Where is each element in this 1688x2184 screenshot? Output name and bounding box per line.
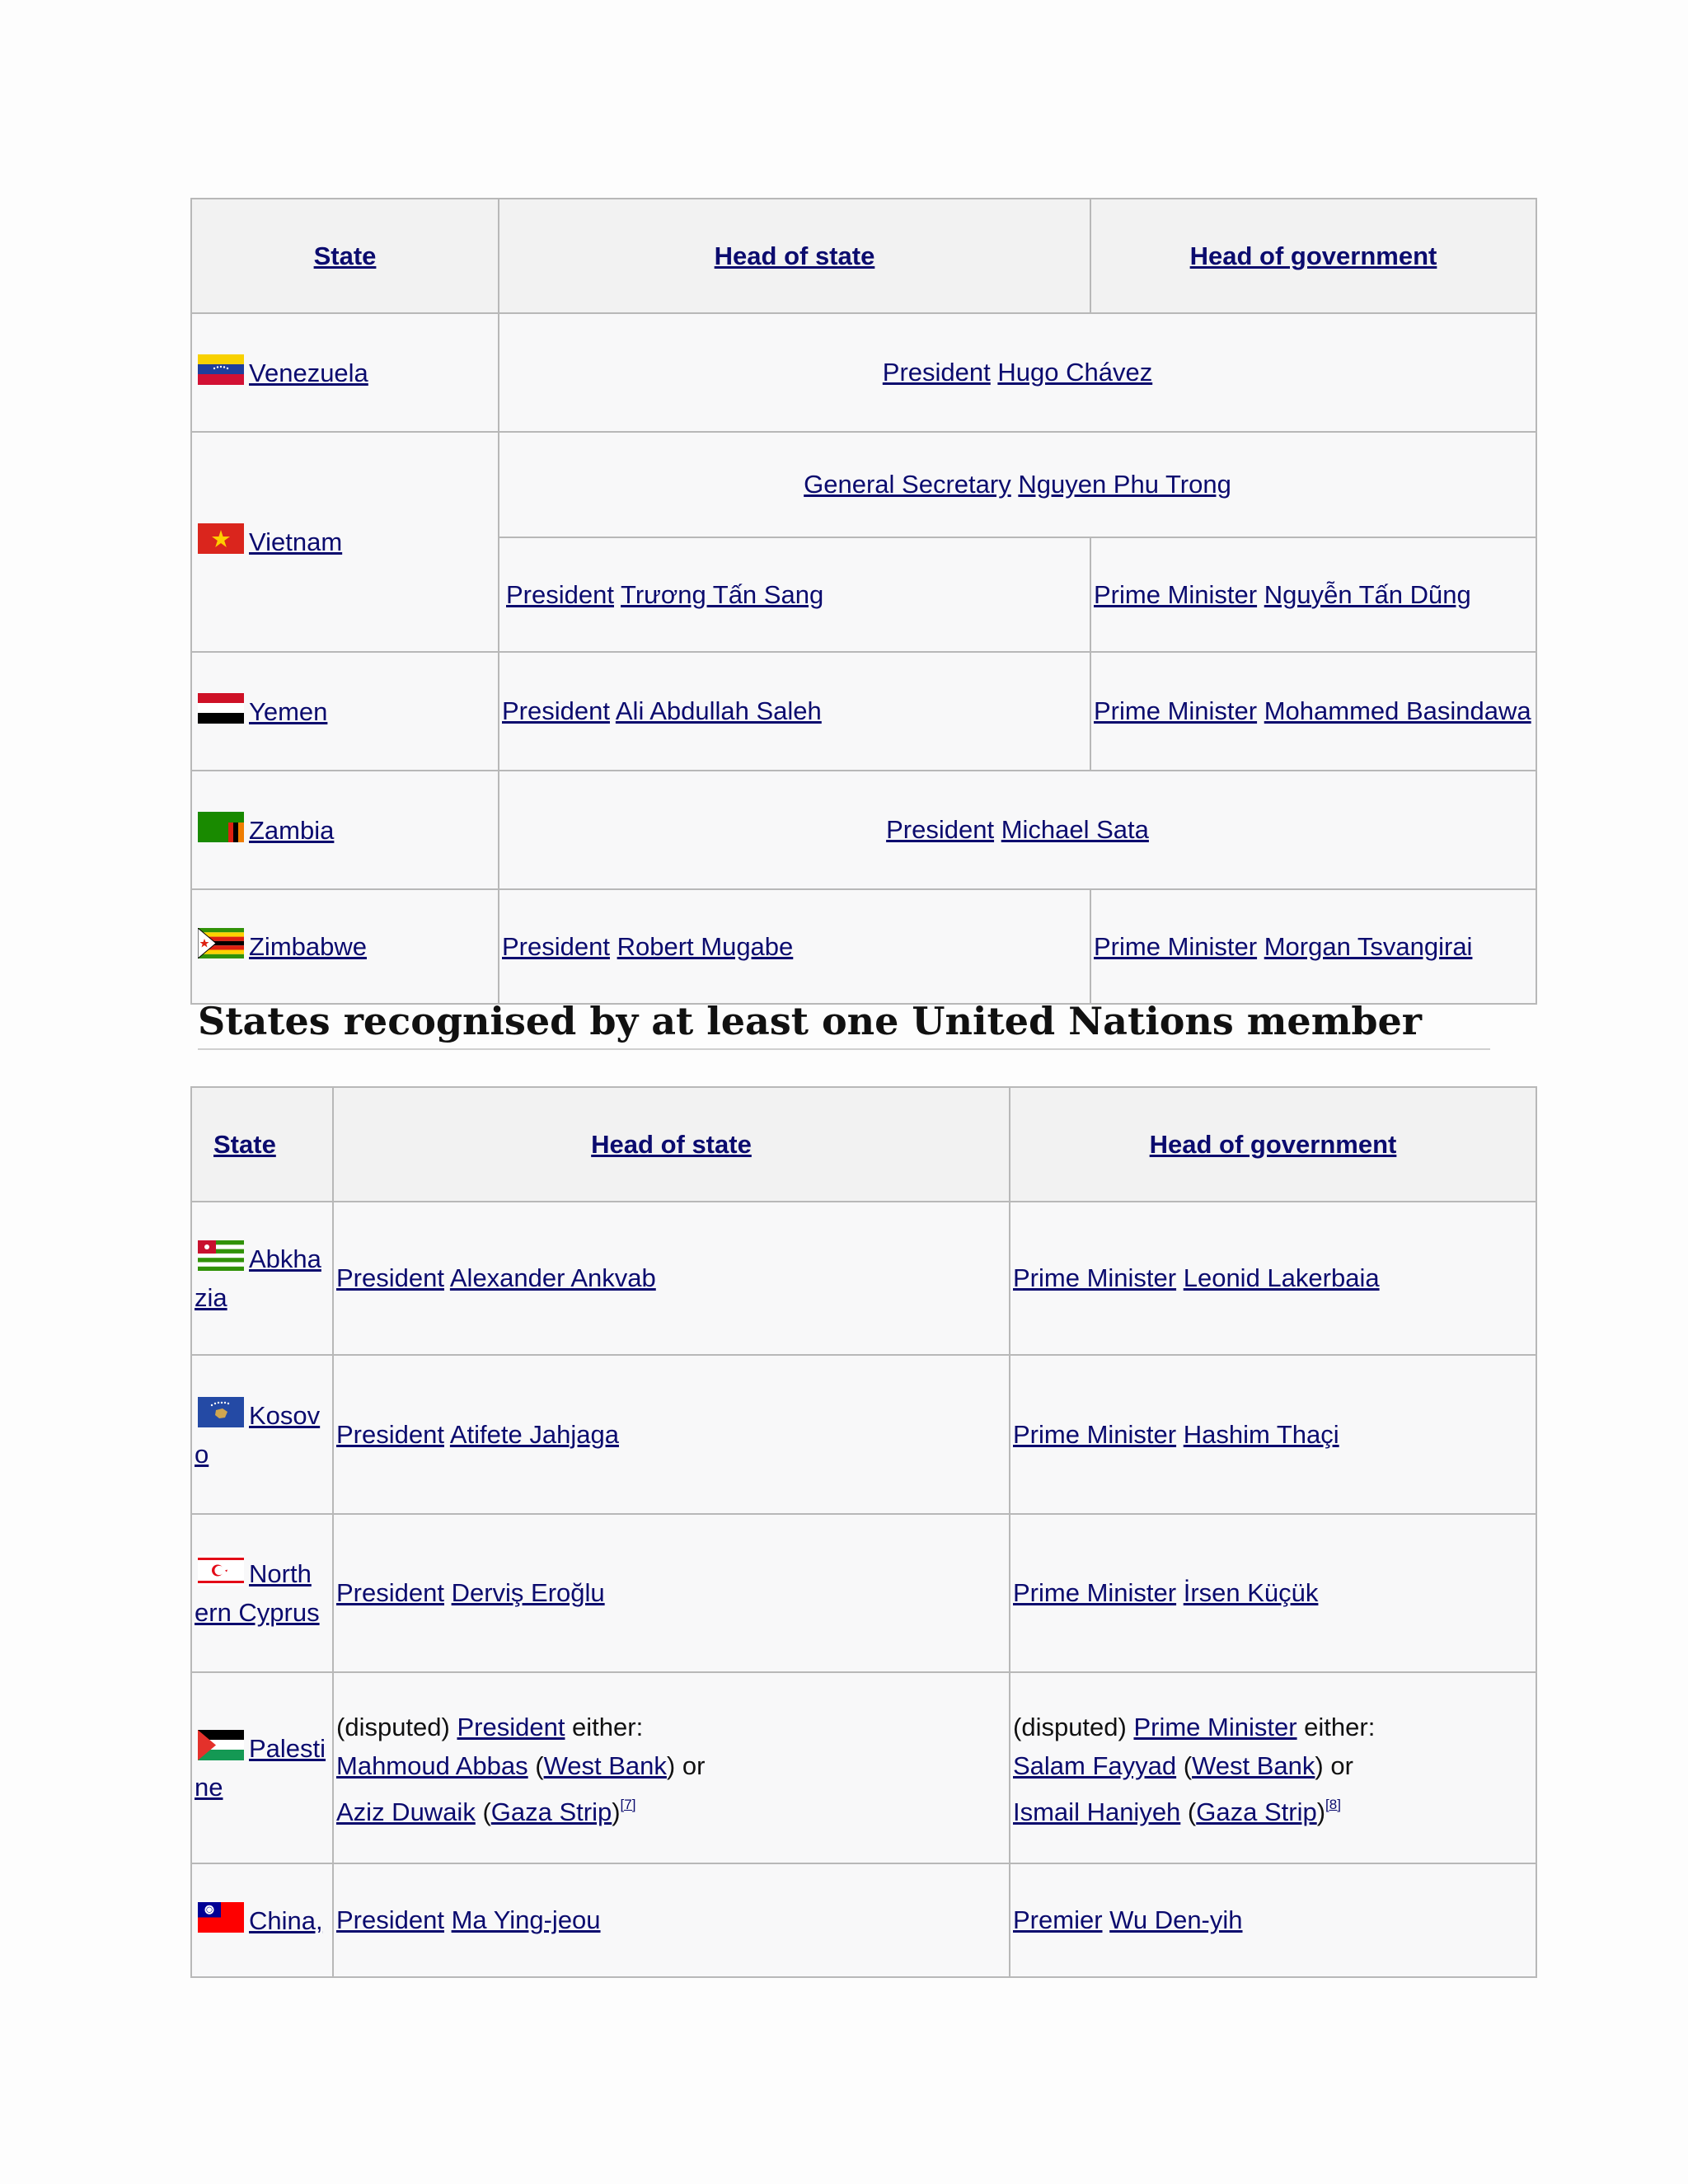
vietnam-flag-icon	[198, 523, 244, 554]
head-of-government-column-header	[1090, 199, 1536, 313]
disputed-prefix: (disputed)	[336, 1713, 457, 1741]
head-of-state-header-link[interactable]: Head of state	[714, 241, 875, 270]
table-header-row	[191, 1087, 1536, 1202]
table-row	[191, 652, 1536, 771]
disputed-prefix: (disputed)	[1013, 1713, 1134, 1741]
head-of-state-cell	[499, 889, 1090, 1004]
person-link[interactable]: Hashim Thaçi	[1183, 1419, 1339, 1449]
zambia-flag-icon	[198, 812, 244, 842]
title-link[interactable]: Prime Minister	[1013, 1419, 1177, 1449]
state-cell	[191, 1863, 333, 1977]
state-link-venezuela[interactable]: Venezuela	[249, 358, 368, 387]
title-link[interactable]: Prime Minister	[1094, 579, 1258, 609]
or-text: or	[1330, 1751, 1353, 1780]
state-cell	[191, 1355, 333, 1514]
person-link[interactable]: İrsen Küçük	[1183, 1578, 1319, 1607]
head-of-government-cell	[1090, 889, 1536, 1004]
head-of-state-and-government-cell	[499, 313, 1536, 432]
person-link[interactable]: Atifete Jahjaga	[449, 1419, 619, 1449]
title-link[interactable]: Prime Minister	[1133, 1713, 1297, 1741]
head-of-state-header-link[interactable]: Head of state	[591, 1129, 752, 1159]
place-link[interactable]: West Bank	[1192, 1751, 1315, 1780]
title-link[interactable]: President	[336, 1419, 444, 1449]
northern-cyprus-flag-icon	[198, 1555, 244, 1586]
head-of-state-and-government-cell	[499, 771, 1536, 889]
state-column-header	[191, 1087, 333, 1202]
head-of-government-cell	[1010, 1202, 1536, 1355]
person-link[interactable]: Nguyễn Tấn Dũng	[1264, 579, 1471, 609]
abkhazia-flag-icon	[198, 1240, 244, 1271]
title-link[interactable]: Prime Minister	[1094, 696, 1258, 725]
title-link[interactable]: General Secretary	[804, 470, 1011, 499]
state-link-zimbabwe[interactable]: Zimbabwe	[249, 932, 367, 961]
table-row	[191, 1863, 1536, 1977]
title-link[interactable]: President	[457, 1713, 565, 1741]
head-of-state-cell	[333, 1863, 1010, 1977]
either-suffix: either:	[565, 1713, 644, 1741]
table-row	[191, 889, 1536, 1004]
person-link[interactable]: Mahmoud Abbas	[336, 1751, 528, 1780]
state-cell	[191, 889, 499, 1004]
title-link[interactable]: Prime Minister	[1013, 1578, 1177, 1607]
state-header-link[interactable]: State	[213, 1129, 276, 1159]
head-of-government-cell	[1090, 537, 1536, 652]
state-cell	[191, 771, 499, 889]
title-link[interactable]: President	[336, 1578, 444, 1607]
state-name-part: Palesti	[249, 1734, 326, 1763]
general-secretary-cell	[499, 432, 1536, 537]
head-of-government-header-link[interactable]: Head of government	[1189, 241, 1437, 270]
title-link[interactable]: President	[336, 1905, 444, 1934]
person-link[interactable]: Ismail Haniyeh	[1013, 1797, 1181, 1826]
head-of-government-cell: (disputed) Prime Minister either: Salam Fayyad (West Bank) or Ismail Haniyeh (Gaza Strip)[8]	[1010, 1672, 1536, 1863]
partially-recognised-states-table	[190, 1086, 1537, 1978]
title-link[interactable]: Prime Minister	[1013, 1263, 1177, 1292]
table-header-row	[191, 199, 1536, 313]
person-link[interactable]: Nguyen Phu Trong	[1018, 470, 1231, 499]
state-cell	[191, 1514, 333, 1672]
head-of-government-cell	[1010, 1863, 1536, 1977]
head-of-government-column-header	[1010, 1087, 1536, 1202]
table-row	[191, 1202, 1536, 1355]
reference-link[interactable]: [7]	[620, 1797, 636, 1812]
head-of-state-cell	[333, 1514, 1010, 1672]
person-link[interactable]: Robert Mugabe	[617, 931, 794, 961]
state-link-zambia[interactable]: Zambia	[249, 815, 335, 845]
title-link[interactable]: President	[502, 696, 610, 725]
kosovo-flag-icon	[198, 1397, 244, 1427]
table-row	[191, 432, 1536, 537]
head-of-state-cell	[333, 1355, 1010, 1514]
head-of-state-column-header	[499, 199, 1090, 313]
head-of-state-cell	[499, 537, 1090, 652]
person-link[interactable]: Derviş Eroğlu	[451, 1578, 605, 1607]
state-name-part: ne	[195, 1773, 223, 1802]
state-cell	[191, 432, 499, 652]
state-cell	[191, 1202, 333, 1355]
person-link[interactable]: Trương Tấn Sang	[621, 579, 824, 609]
state-name-part: o	[195, 1439, 209, 1469]
person-link[interactable]: Hugo Chávez	[997, 358, 1153, 387]
palestine-flag-icon	[198, 1730, 244, 1760]
title-link[interactable]: President	[886, 815, 995, 844]
state-link-yemen[interactable]: Yemen	[249, 696, 328, 726]
table-row	[191, 313, 1536, 432]
head-of-government-header-link[interactable]: Head of government	[1149, 1129, 1397, 1159]
state-cell	[191, 1672, 333, 1863]
state-name-part: zia	[195, 1283, 227, 1312]
title-link[interactable]: President	[882, 358, 991, 387]
title-link[interactable]: Premier	[1013, 1905, 1103, 1934]
table-row	[191, 771, 1536, 889]
title-link[interactable]: President	[506, 579, 614, 609]
head-of-state-cell	[499, 652, 1090, 771]
person-link[interactable]: Morgan Tsvangirai	[1264, 931, 1473, 961]
either-suffix: either:	[1296, 1713, 1376, 1741]
state-link-vietnam[interactable]: Vietnam	[249, 527, 343, 556]
person-link[interactable]: Aziz Duwaik	[336, 1797, 476, 1826]
head-of-government-cell	[1010, 1514, 1536, 1672]
state-cell	[191, 652, 499, 771]
state-link-china[interactable]: China,	[249, 1905, 323, 1935]
zimbabwe-flag-icon	[198, 928, 244, 958]
place-link[interactable]: Gaza Strip	[490, 1797, 612, 1826]
place-link[interactable]: West Bank	[543, 1751, 667, 1780]
person-link[interactable]: Salam Fayyad	[1013, 1751, 1177, 1780]
table-row	[191, 1355, 1536, 1514]
title-link[interactable]: President	[502, 931, 610, 961]
head-of-state-cell	[333, 1202, 1010, 1355]
state-header-link[interactable]: State	[313, 241, 377, 270]
heads-of-state-table	[190, 198, 1537, 1005]
person-link[interactable]: Wu Den-yih	[1109, 1905, 1243, 1934]
state-name-part: ern Cyprus	[195, 1598, 320, 1627]
title-link[interactable]: President	[336, 1263, 444, 1292]
person-link[interactable]: Ali Abdullah Saleh	[615, 696, 822, 725]
state-name-part: Abkha	[249, 1244, 321, 1273]
state-column-header	[191, 199, 499, 313]
person-link[interactable]: Alexander Ankvab	[449, 1263, 656, 1292]
person-link[interactable]: Ma Ying-jeou	[451, 1905, 601, 1934]
state-cell	[191, 313, 499, 432]
taiwan-flag-icon	[198, 1902, 244, 1933]
yemen-flag-icon	[198, 693, 244, 724]
venezuela-flag-icon	[198, 354, 244, 385]
head-of-state-cell: (disputed) President either: Mahmoud Abbas (West Bank) or Aziz Duwaik (Gaza Strip)[7]	[333, 1672, 1010, 1863]
state-name-part: Kosov	[249, 1400, 321, 1430]
reference-link[interactable]: [8]	[1325, 1797, 1341, 1812]
person-link[interactable]: Leonid Lakerbaia	[1183, 1263, 1380, 1292]
head-of-state-column-header	[333, 1087, 1010, 1202]
person-link[interactable]: Mohammed Basindawa	[1264, 696, 1531, 725]
table-row	[191, 1672, 1536, 1863]
or-text: or	[682, 1751, 706, 1780]
head-of-government-cell	[1010, 1355, 1536, 1514]
table-row	[191, 1514, 1536, 1672]
section-heading: States recognised by at least one United Nations member	[198, 999, 1490, 1050]
place-link[interactable]: Gaza Strip	[1196, 1797, 1317, 1826]
title-link[interactable]: Prime Minister	[1094, 931, 1258, 961]
person-link[interactable]: Michael Sata	[1001, 815, 1149, 844]
state-name-part: North	[249, 1559, 312, 1588]
head-of-government-cell	[1090, 652, 1536, 771]
